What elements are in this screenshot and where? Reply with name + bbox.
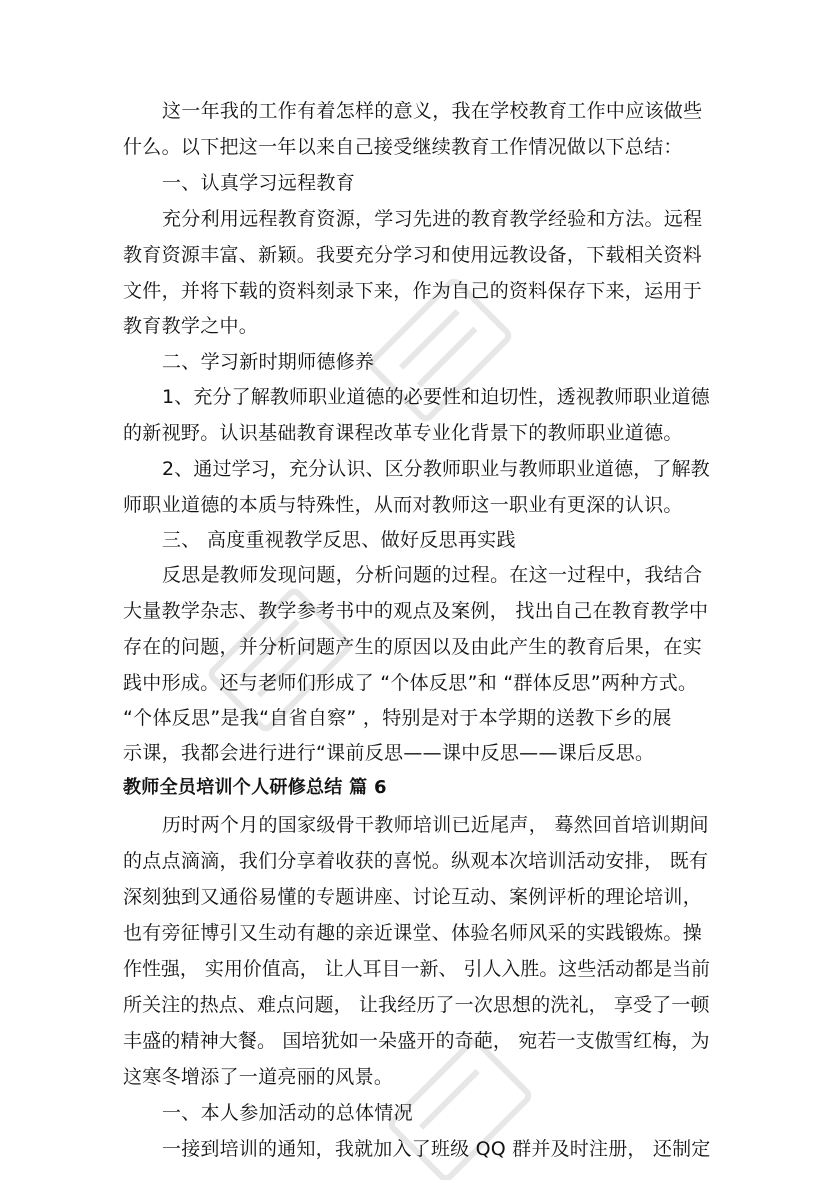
body-text-line: “个体反思”是我“自省自察” ，特别是对于本学期的送教下乡的展 <box>123 707 672 729</box>
body-text-line: 践中形成。还与老师们形成了 “个体反思”和 “群体反思”两种方式。 <box>123 672 698 694</box>
body-text-line: 的新视野。认识基础教育课程改革专业化背景下的教师职业道德。 <box>123 422 683 444</box>
section-heading: 三、 高度重视教学反思、做好反思再实践 <box>162 529 516 551</box>
body-text-line: 1、充分了解教师职业道德的必要性和迫切性，透视教师职业道德 <box>162 386 710 408</box>
body-text-line: 大量教学杂志、教学参考书中的观点及案例， 找出自己在教育教学中 <box>123 600 709 622</box>
body-text-line: 的点点滴滴，我们分享着收获的喜悦。纵观本次培训活动安排， 既有 <box>123 850 709 872</box>
section-heading: 二、学习新时期师德修养 <box>162 351 375 373</box>
body-text-line: 示课，我都会进行进行“课前反思——课中反思——课后反思。 <box>123 742 655 764</box>
body-text-line: 教育资源丰富、新颖。我要充分学习和使用远教设备，下载相关资料 <box>123 244 703 266</box>
section-heading: 一、认真学习远程教育 <box>162 172 356 194</box>
body-text-line: 师职业道德的本质与特殊性，从而对教师这一职业有更深的认识。 <box>123 494 683 516</box>
body-text-line: 这寒冬增添了一道亮丽的风景。 <box>123 1066 394 1088</box>
body-text-line: 这一年我的工作有着怎样的意义，我在学校教育工作中应该做些 <box>162 100 703 122</box>
body-text-line: 教育教学之中。 <box>123 315 259 337</box>
section-heading: 一、本人参加活动的总体情况 <box>162 1102 413 1124</box>
body-text-line: 丰盛的精神大餐。 国培犹如一朵盛开的奇葩， 宛若一支傲雪红梅，为 <box>123 1030 710 1052</box>
body-text-line: 历时两个月的国家级骨干教师培训已近尾声， 蓦然回首培训期间 <box>162 814 709 836</box>
body-text-line: 深刻独到又通俗易懂的专题讲座、讨论互动、案例评析的理论培训， <box>123 886 703 908</box>
body-text-line: 充分利用远程教育资源，学习先进的教育教学经验和方法。远程 <box>162 208 703 230</box>
body-text-line: 文件，并将下载的资料刻录下来，作为自己的资料保存下来，运用于 <box>123 280 703 302</box>
body-text-line: 一接到培训的通知，我就加入了班级 QQ 群并及时注册， 还制定 <box>162 1138 711 1160</box>
body-text-line: 反思是教师发现问题，分析问题的过程。在这一过程中，我结合 <box>162 564 703 586</box>
body-text-line: 2、通过学习，充分认识、区分教师职业与教师职业道德，了解教 <box>162 458 710 480</box>
article-title: 教师全员培训个人研修总结 篇 6 <box>123 777 387 798</box>
body-text-line: 作性强， 实用价值高， 让人耳目一新、 引人入胜。这些活动都是当前 <box>123 958 711 980</box>
body-text-line: 什么。以下把这一年以来自己接受继续教育工作情况做以下总结： <box>123 136 683 158</box>
body-text-line: 存在的问题，并分析问题产生的原因以及由此产生的教育后果，在实 <box>123 636 703 658</box>
body-text-line: 所关注的热点、难点问题， 让我经历了一次思想的洗礼， 享受了一顿 <box>123 994 710 1016</box>
body-text-line: 也有旁征博引又生动有趣的亲近课堂、体验名师风采的实践锻炼。操 <box>123 922 703 944</box>
